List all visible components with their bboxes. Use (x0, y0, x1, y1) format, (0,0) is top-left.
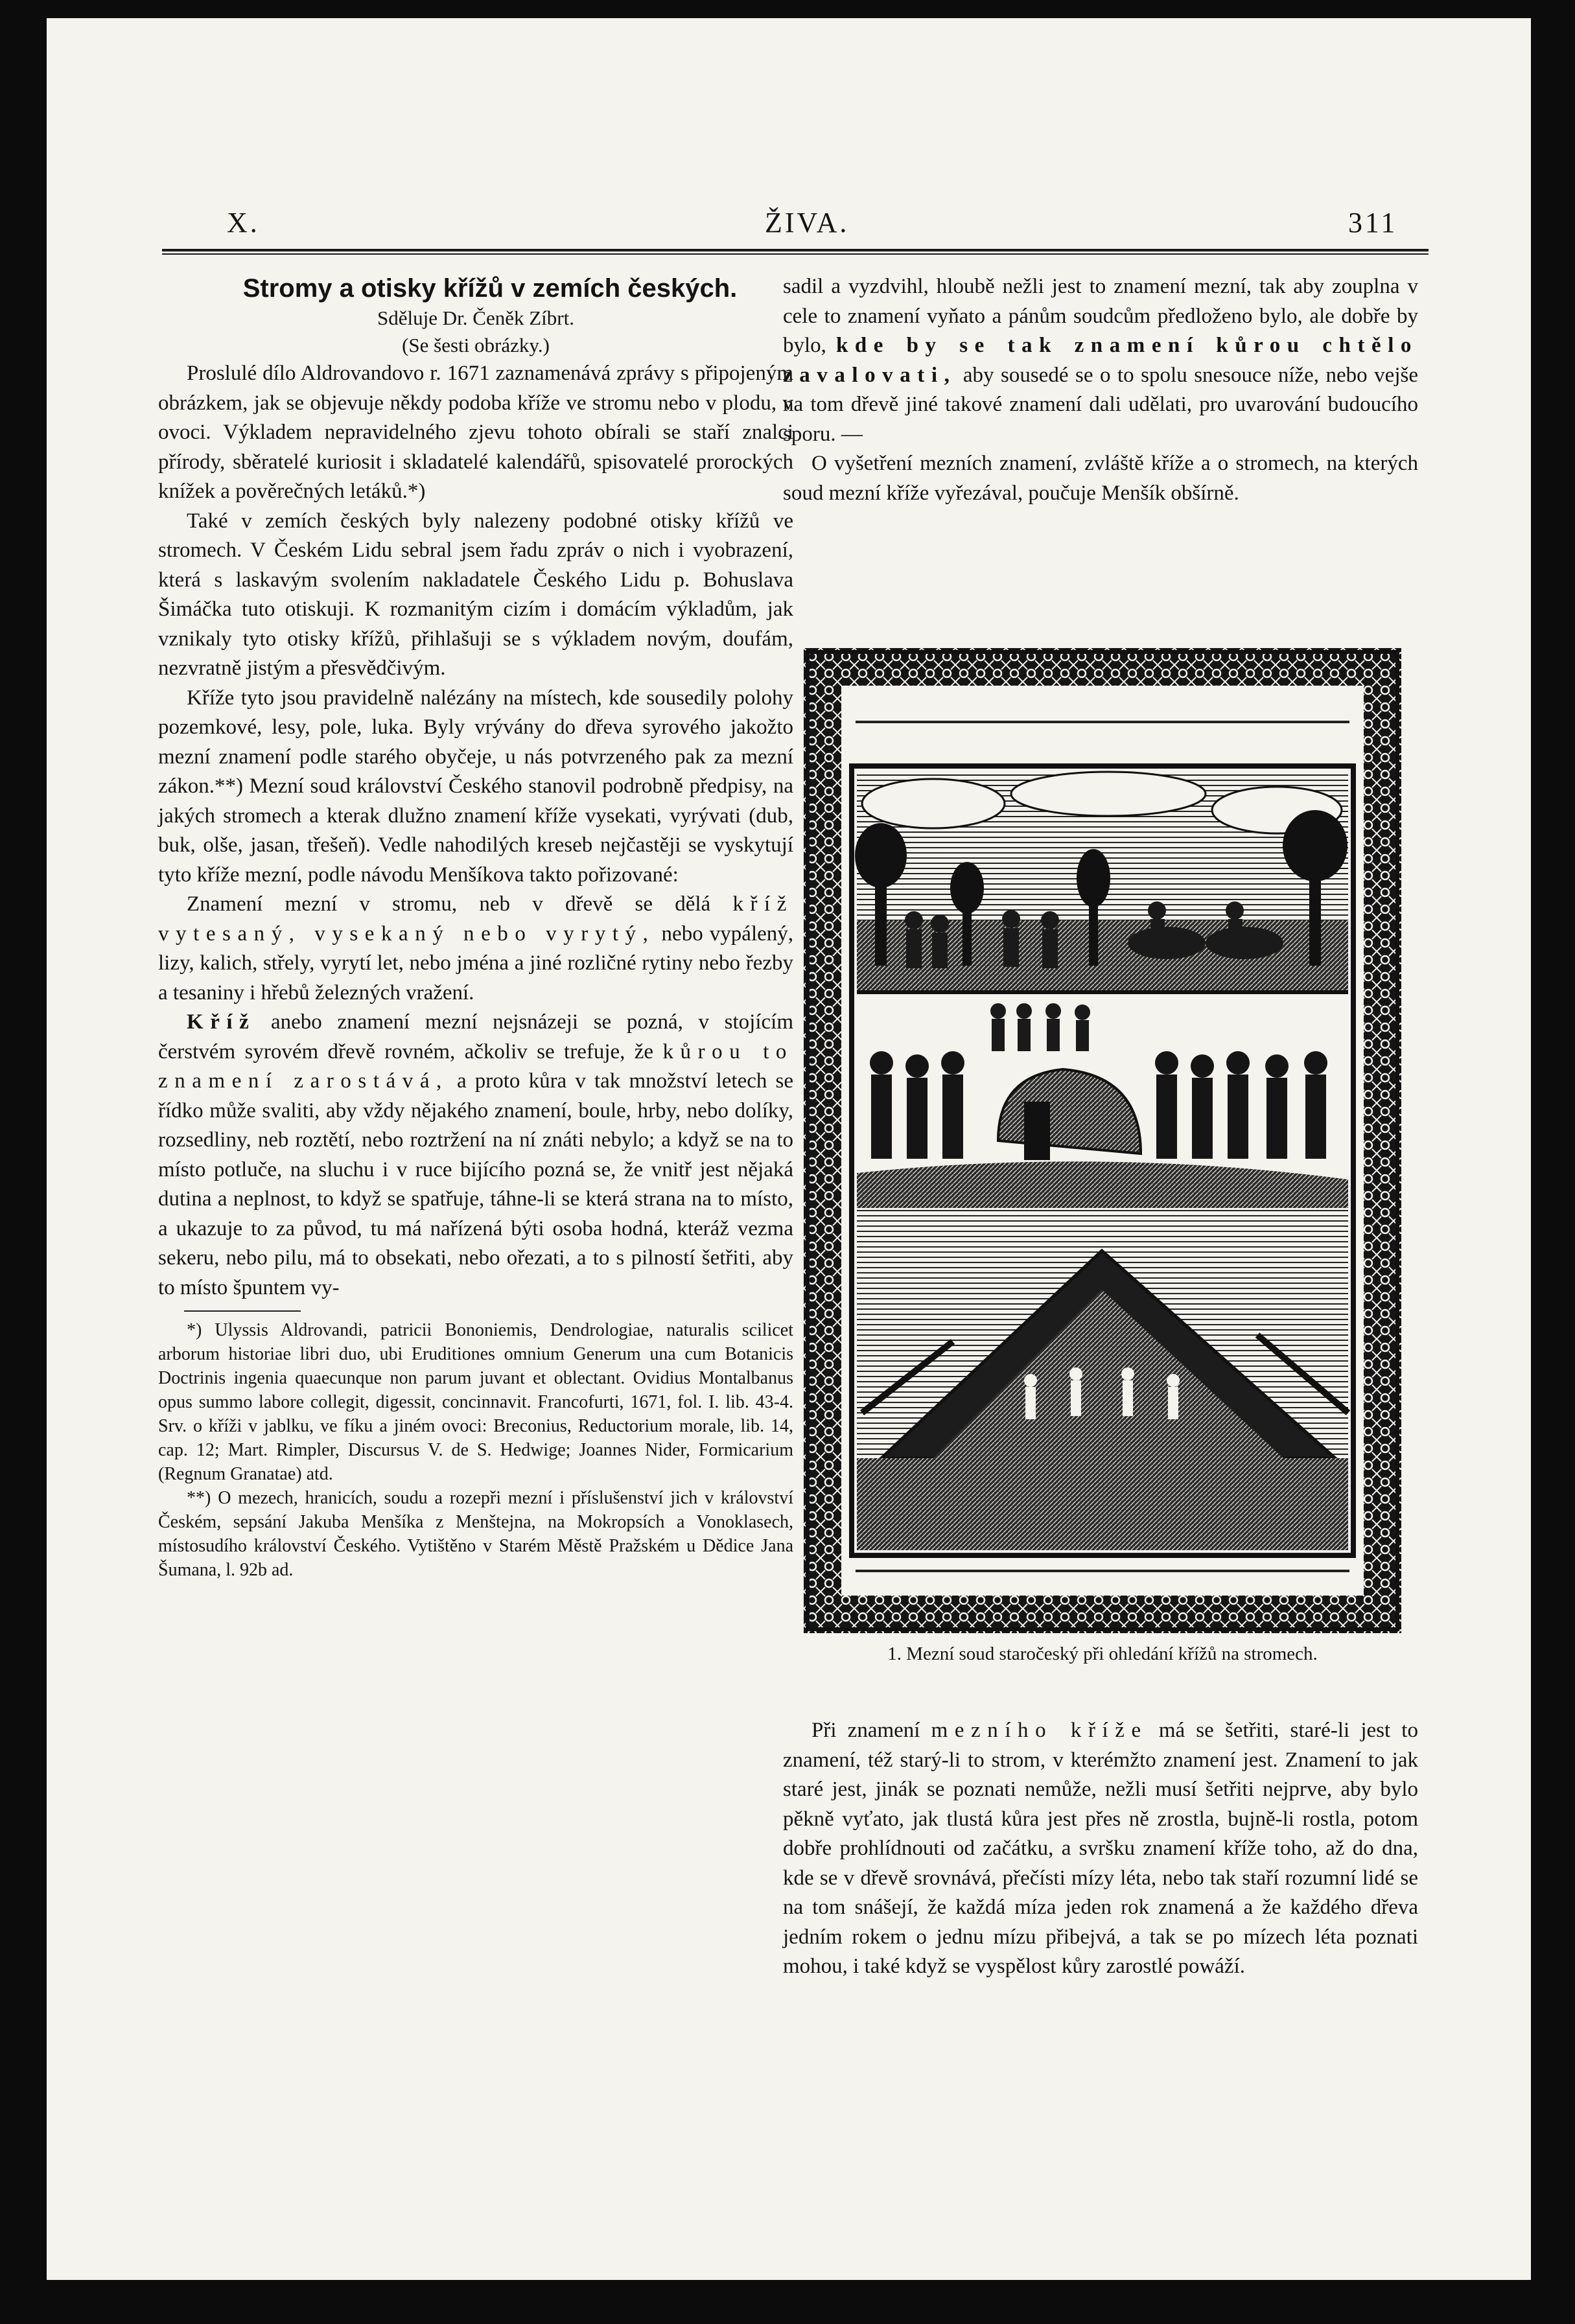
woodcut-figure (804, 648, 1401, 1633)
footnote-1: *) Ulyssis Aldrovandi, patricii Bononiemis, Dendrologiae, naturalis scilicet arborum historiae libri duo, ubi Eruditiones omnium Generum una cum Botanicis Doctrinis ingenia quaecunque non parum juvant et oblectant. Ovidius Montalbanus opus summo labore collegit, digessit, concinnavit. Francofurti, 1671, fol. I. lib. 43-4. Srv. o kříži v jablku, ve fíku a jiném ovoci: Breconius, Reductorium morale, lib. 14, cap. 12; Mart. Rimpler, Discursus V. de S. Hedwige; Joannes Nider, Formicarium (Regnum Granatae) atd. (158, 1320, 793, 1484)
header-volume: X. (227, 207, 260, 238)
running-header (162, 193, 1429, 245)
woodcut-illustration (804, 648, 1401, 1633)
article-title: Stromy a otisky křížů v zemích českých. (242, 274, 738, 303)
right-paragraph-2: O vyšetření mezních znamení, zvláště kříže a o stromech, na kterých soud mezní kříže vyřezával, poučuje Menšík obšírně. (783, 452, 1418, 505)
left-column (158, 272, 793, 1582)
paragraph-4-spaced: kříž vytesaný, vysekaný nebo vyrytý, (158, 892, 793, 946)
paragraph-5-end: a proto kůra v tak množství letech se řídko může svaliti, aby vždy nějakého znamení, boule, hrby, nebo dolíky, rozsedliny, neb roztětí, nebo roztržení na ní znáti nebylo; a když se na to místo potluče, na sluchu i v ruce bijícího pozná se, že vnitř jest nějaká dutina a neplnost, to když se spatřuje, táhne-li se která strana na to místo, a ukazuje to za původ, tu má nařízená býti osoba hodná, kteráž vezma sekeru, nebo pilu, má to obsekati, nebo ořezati, a to s pilností šetřiti, aby to místo špuntem vy- (158, 1069, 793, 1299)
article-byline: Sděluje Dr. Čeněk Zíbrt. (377, 307, 574, 329)
right-column-top (783, 272, 1418, 508)
paragraph-4-start: Znamení mezní v stromu, neb v dřevě se dělá (187, 892, 733, 916)
paragraph-1: Proslulé dílo Aldrovandovo r. 1671 zaznamenává zprávy s připojeným obrázkem, jak se objevuje někdy podoba kříže ve stromu nebo v plodu, v ovoci. Výkladem nepravidelného zjevu tohoto obírali se staří znalci přírody, sběratelé kuriosit i skladatelé kalendářů, spisovatelé prorockých knížek a pověrečných letáků.*) (158, 362, 793, 503)
paragraph-5-spaced-2: kůrou to znamení zarostává, (158, 1040, 793, 1093)
header-rule-bottom (162, 253, 1429, 255)
article-subtitle: (Se šesti obrázky.) (402, 334, 550, 356)
right-paragraph-3-start: Při znamení (811, 1719, 931, 1742)
paragraph-5-spaced-1: Kříž (187, 1010, 256, 1034)
right-paragraph-1-spaced: kde by se tak znamení kůrou chtělo zavalovati, (783, 334, 1418, 387)
header-page-number: 311 (1348, 207, 1398, 238)
right-paragraph-1-start: sadil a vyzdvihl, hloubě nežli jest to znamení mezní, tak aby zouplna v cele to znamení vyňato a pánům soudcům předloženo bylo, ale dobře by bylo, (783, 275, 1418, 357)
right-paragraph-3 (783, 1716, 1418, 1982)
right-paragraph-3-spaced: mezního kříže (931, 1719, 1148, 1742)
paragraph-3: Kříže tyto jsou pravidelně nalézány na místech, kde sousedily polohy pozemkové, lesy, pole, luka. Byly vrývány do dřeva syrového jakožto mezní znamení podle starého obyčeje, u nás potvrzeného pak za mezní zákon.**) Mezní soud království Českého stanovil podrobně předpisy, na jakých stromech a kterak dlužno znamení kříže vysekati, vyrývati (dub, buk, olše, jasan, třešeň). Vedle nahodilých kreseb nejčastěji se vyskytují tyto kříže mezní, podle návodu Menšíkova takto pořizované: (158, 686, 793, 887)
right-paragraph-1 (783, 272, 1418, 449)
page (47, 18, 1531, 2280)
footnote-rule (184, 1310, 301, 1312)
paragraph-4-end: nebo vypálený, lizy, kalich, střely, vyrytí let, nebo jména a jiné rozličné rytiny nebo řezby a tesaniny i hřebů železných vražení. (158, 922, 794, 1005)
paragraph-5 (158, 1008, 793, 1303)
right-column-bottom (783, 1716, 1418, 1982)
right-paragraph-1-end: aby sousedé se o to spolu snesouce níže, nebo vejše na tom dřevě jiné takové znamení dali udělati, pro uvarování budoucího sporu. — (783, 363, 1418, 446)
right-paragraph-3-end: má se šetřiti, staré-li jest to znamení, též starý-li to strom, v kterémžto znamení jest. Znamení to jak staré jest, jinák se poznati nemůže, nežli musí šetřiti nejprve, aby bylo pěkně vyťato, jak tlustá kůra jest přes ně zrostla, bujně-li rostla, potom dobře prohlídnouti od začátku, a svršku znamení kříže toho, až do dna, kde se v dřevě srovnává, přečísti mízy léta, nebo tak staří rozumní lidé se na tom snášejí, že každá míza jeden rok znamená a že každého dřeva jedním rokem o jednu mízu přibejvá, a tak se po mízech léta poznati mohou, i také když se vyspělost kůry zarostlé powáží. (783, 1719, 1418, 1978)
footnote-2: **) O mezech, hranicích, soudu a rozepři mezní i příslušenství jich v království Českém, sepsání Jakuba Menšíka z Menštejna, na Mokropsích a Vonoklasech, místosudího království Českého. Vytištěno v Starém Městě Pražském u Dědice Jana Šumana, l. 92b ad. (158, 1488, 793, 1580)
paragraph-5-mid: anebo znamení mezní nejsnázeji se pozná, v stojícím čerstvém syrovém dřevě rovném, ačkoliv se trefuje, že (158, 1010, 793, 1063)
figure-caption: 1. Mezní soud staročeský při ohledání křížů na stromech. (887, 1644, 1318, 1664)
paragraph-2: Také v zemích českých byly nalezeny podobné otisky křížů ve stromech. V Českém Lidu sebral jsem řadu zpráv o nich i vyobrazení, která s laskavým svolením nakladatele Českého Lidu p. Bohuslava Šimáčka tuto otiskuji. K rozmanitým cizím i domácím výkladům, jak vznikaly tyto otisky křížů, přihlašuji se s výkladem novým, doufám, nezvratně jistým a přesvědčivým. (158, 509, 793, 680)
paragraph-4 (158, 890, 793, 1008)
header-journal-title: ŽIVA. (765, 207, 850, 238)
header-rule-top (162, 249, 1429, 251)
